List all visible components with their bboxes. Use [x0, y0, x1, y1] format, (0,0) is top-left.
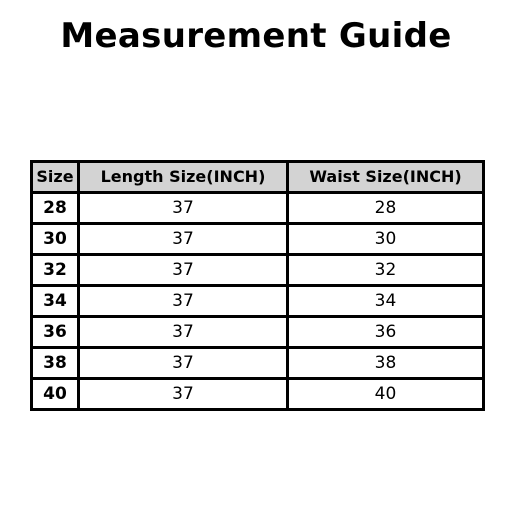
- length-cell: 37: [79, 286, 288, 317]
- header-length-size: Length Size(INCH): [79, 162, 288, 193]
- length-cell: 37: [79, 224, 288, 255]
- length-cell: 37: [79, 379, 288, 410]
- size-cell: 34: [32, 286, 79, 317]
- length-cell: 37: [79, 255, 288, 286]
- table-row: [32, 379, 484, 410]
- measurement-table: [30, 160, 485, 411]
- waist-cell: 36: [288, 317, 484, 348]
- page-title: Measurement Guide: [60, 16, 452, 56]
- length-cell: 37: [79, 193, 288, 224]
- waist-cell: 28: [288, 193, 484, 224]
- size-cell: 28: [32, 193, 79, 224]
- table-header-row: [32, 162, 484, 193]
- table-row: [32, 317, 484, 348]
- waist-cell: 32: [288, 255, 484, 286]
- size-cell: 32: [32, 255, 79, 286]
- waist-cell: 30: [288, 224, 484, 255]
- size-cell: 38: [32, 348, 79, 379]
- table-row: [32, 224, 484, 255]
- waist-cell: 34: [288, 286, 484, 317]
- table-row: [32, 255, 484, 286]
- header-size: Size: [32, 162, 79, 193]
- table-row: [32, 193, 484, 224]
- waist-cell: 38: [288, 348, 484, 379]
- table-row: [32, 348, 484, 379]
- size-cell: 30: [32, 224, 79, 255]
- size-cell: 40: [32, 379, 79, 410]
- length-cell: 37: [79, 317, 288, 348]
- size-cell: 36: [32, 317, 79, 348]
- waist-cell: 40: [288, 379, 484, 410]
- header-waist-size: Waist Size(INCH): [288, 162, 484, 193]
- table-row: [32, 286, 484, 317]
- length-cell: 37: [79, 348, 288, 379]
